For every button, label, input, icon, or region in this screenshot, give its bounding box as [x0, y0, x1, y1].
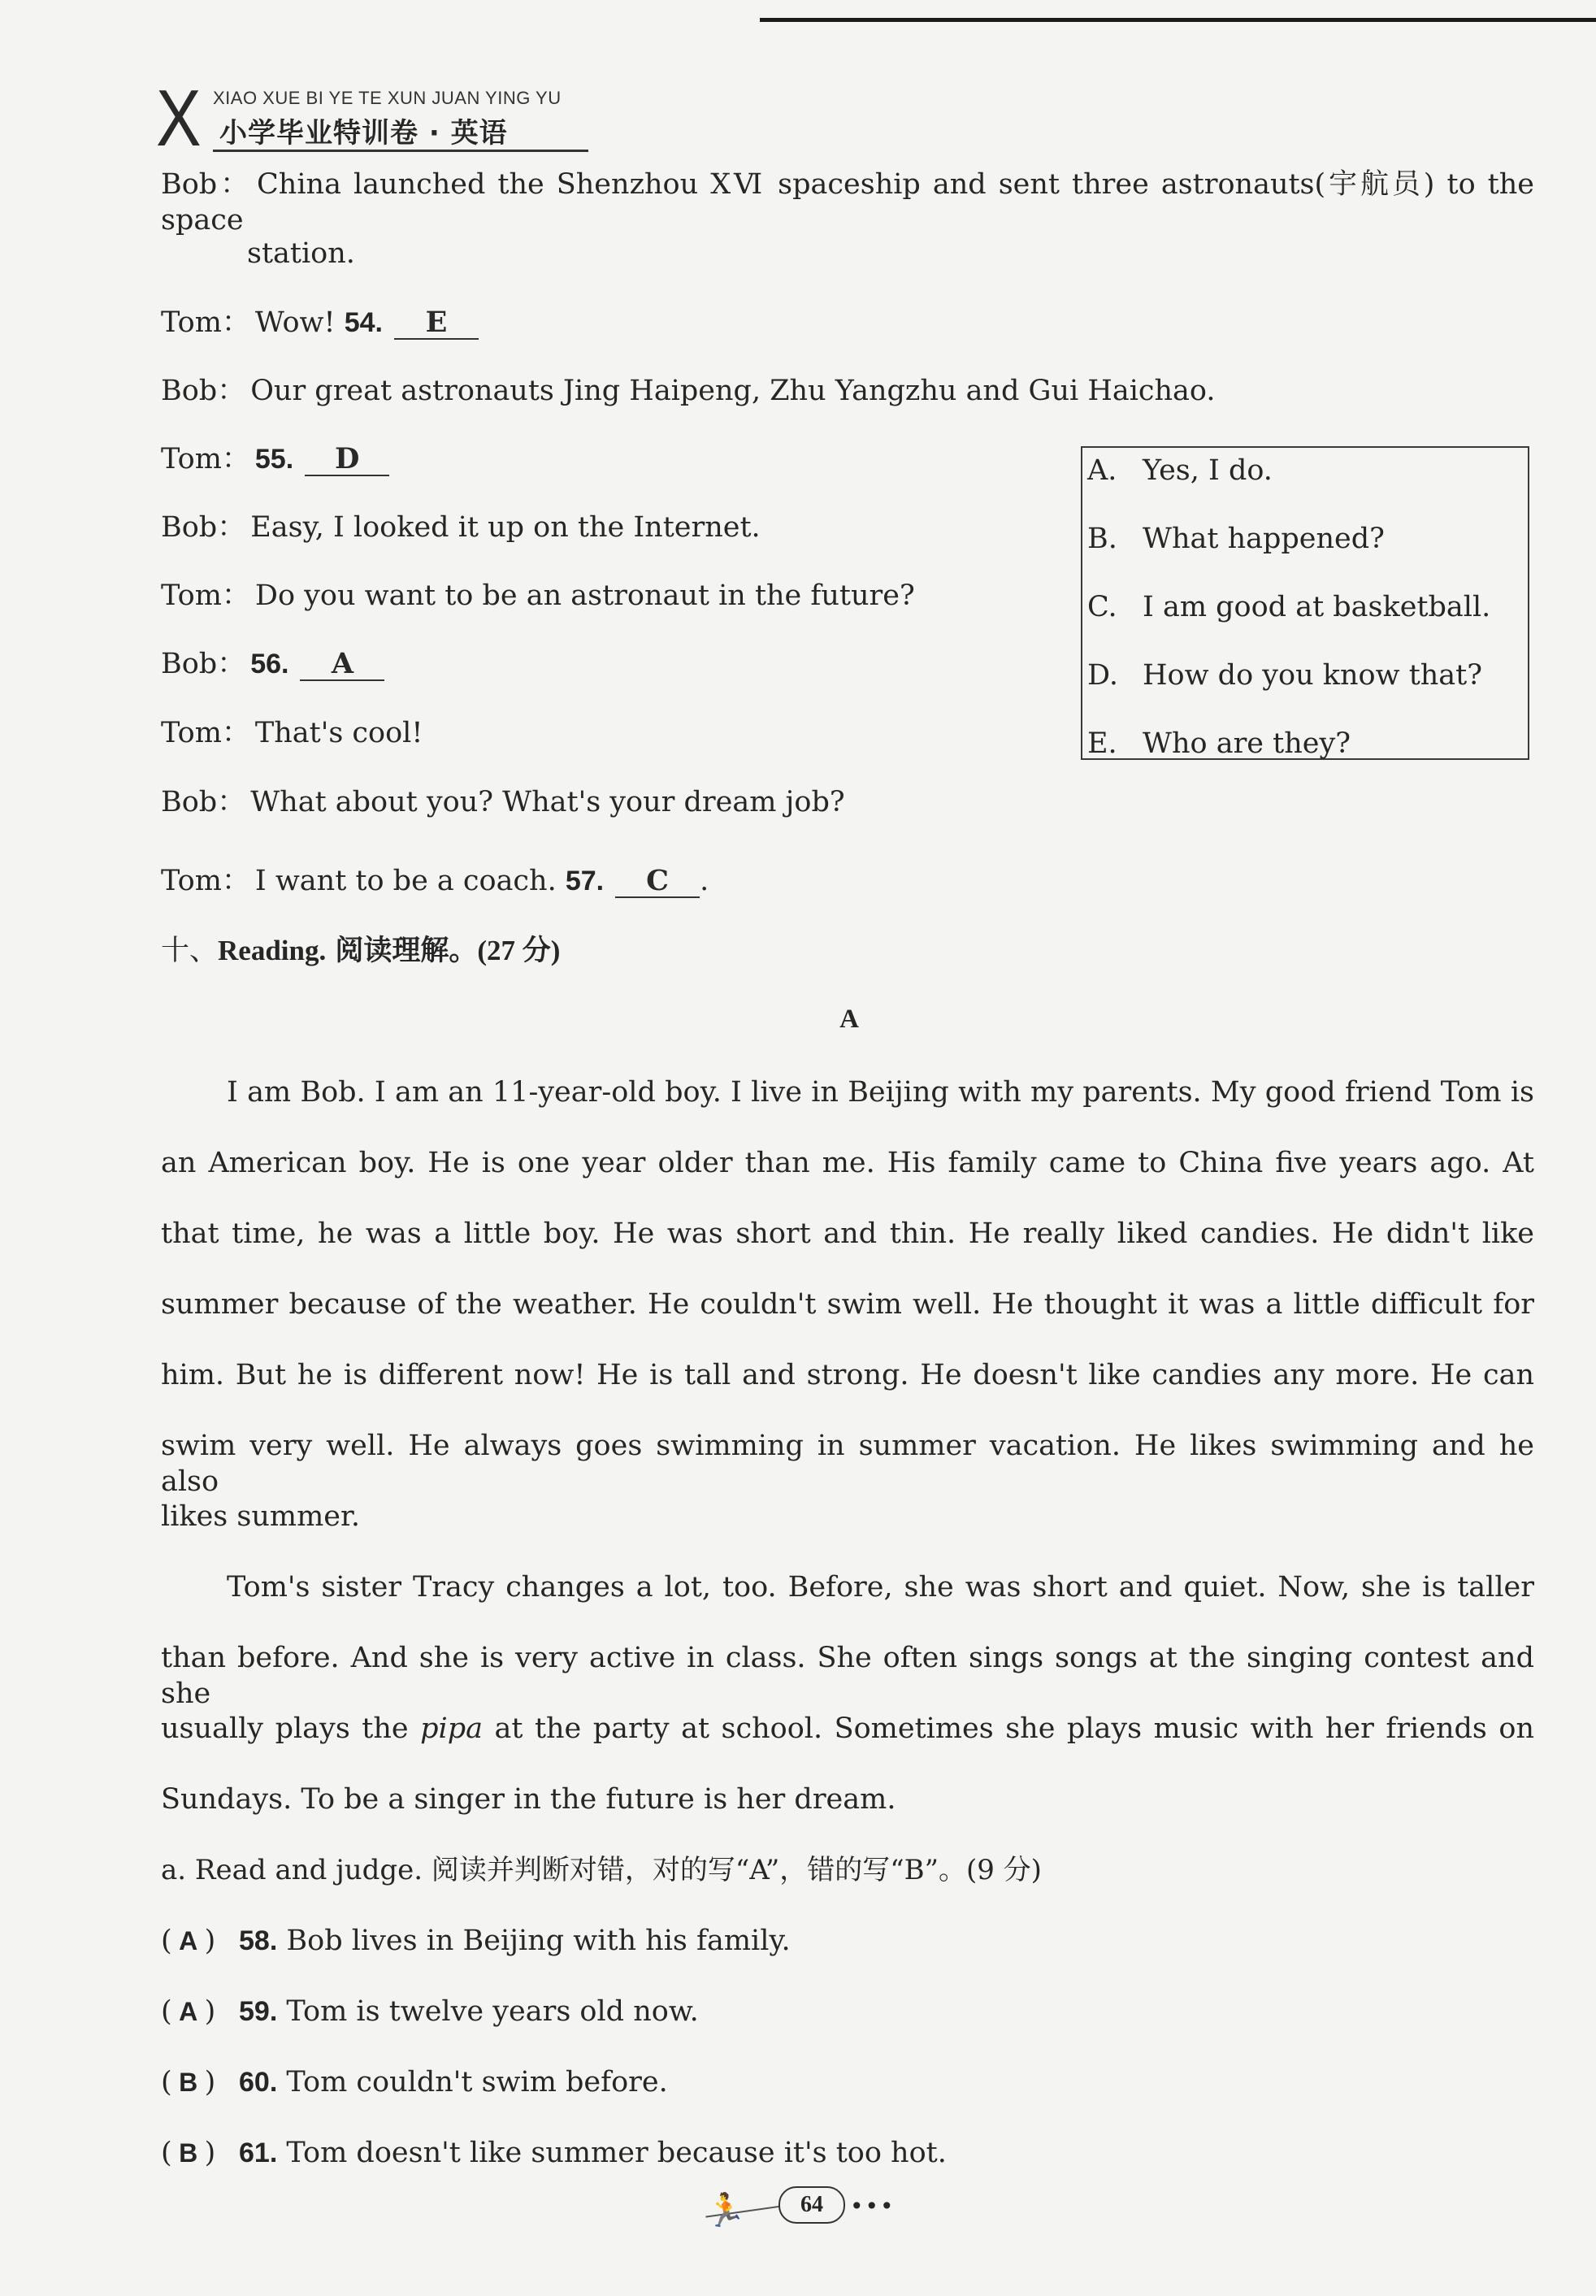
- dialogue-text: Easy, I looked it up on the Internet.: [250, 511, 761, 544]
- dialogue-line: Tom： Wow! 54. E: [161, 305, 479, 341]
- dialogue-text: Our great astronauts Jing Haipeng, Zhu Yangzhu and Gui Haichao.: [250, 375, 1216, 407]
- dialogue-line: [161, 373, 1216, 409]
- speaker: Bob：: [161, 786, 246, 818]
- speaker: Bob：: [161, 168, 253, 201]
- passage-label: A: [839, 1005, 859, 1034]
- question-number: 57.: [565, 866, 605, 896]
- judge-item: ( B ) 60. Tom couldn't swim before.: [161, 2066, 668, 2099]
- dialogue-text: Do you want to be an astronaut in the future?: [254, 579, 915, 612]
- dialogue-line: [161, 715, 423, 751]
- dialogue-line: [161, 167, 1534, 238]
- passage-line: summer because of the weather. He couldn't swim well. He thought it was a little difficult for: [161, 1288, 1534, 1321]
- question-number: 54.: [344, 307, 383, 338]
- passage-line: Tom's sister Tracy changes a lot, too. Before, she was short and quiet. Now, she is taller: [227, 1571, 1534, 1604]
- option-item: B. What happened?: [1087, 523, 1385, 555]
- speaker: Bob：: [161, 648, 246, 680]
- answer-blank: C: [615, 866, 700, 898]
- dialogue-line-cont: station.: [247, 237, 355, 270]
- speaker: Tom：: [161, 717, 250, 749]
- dialogue-line: [161, 784, 845, 820]
- dialogue-line: [161, 646, 384, 682]
- passage-line: Sundays. To be a singer in the future is her dream.: [161, 1783, 896, 1816]
- footer-dots: •••: [850, 2193, 896, 2220]
- speaker: Tom：: [161, 865, 250, 897]
- header-rule: [213, 150, 588, 152]
- dialogue-line: Tom： I want to be a coach. 57. C .: [161, 864, 709, 897]
- speaker: Tom：: [161, 443, 250, 475]
- answer-blank: D: [305, 444, 389, 476]
- answer-blank: A: [300, 649, 384, 681]
- speaker: Bob：: [161, 511, 246, 544]
- options-box: [1081, 446, 1529, 760]
- runner-icon: 🏃: [705, 2192, 746, 2229]
- passage-line: usually plays the pipa at the party at school. Sometimes she plays music with her friends on: [161, 1712, 1534, 1745]
- judge-item: ( A ) 59. Tom is twelve years old now.: [161, 1995, 699, 2028]
- page-number: 64: [778, 2186, 845, 2224]
- dialogue-line: [161, 441, 389, 477]
- dialogue-text: China launched the Shenzhou ⅩⅥ spaceship and sent three astronauts(宇航员) to the space: [161, 168, 1534, 237]
- passage-line: I am Bob. I am an 11-year-old boy. I live in Beijing with my parents. My good friend Tom is: [227, 1076, 1534, 1109]
- judge-answer: A: [179, 1997, 198, 2026]
- passage-line: likes summer.: [161, 1500, 360, 1533]
- italic-word: pipa: [420, 1712, 483, 1745]
- series-logo: X: [156, 73, 202, 163]
- passage-line: swim very well. He always goes swimming in summer vacation. He likes swimming and he also: [161, 1430, 1534, 1498]
- speaker: Bob：: [161, 375, 246, 407]
- passage-line: that time, he was a little boy. He was short and thin. He really liked candies. He didn't like: [161, 1217, 1534, 1250]
- header-title: 小学毕业特训卷 · 英语: [219, 117, 508, 150]
- speaker: Tom：: [161, 306, 250, 339]
- judge-answer: A: [179, 1926, 198, 1955]
- answer-blank: E: [394, 307, 479, 340]
- section-title: 十、Reading. 阅读理解。(27 分): [161, 935, 561, 967]
- question-number: 55.: [254, 444, 294, 475]
- dialogue-text: What about you? What's your dream job?: [250, 786, 845, 818]
- passage-line: him. But he is different now! He is tall and strong. He doesn't like candies any more. He can: [161, 1359, 1534, 1391]
- top-rule: [760, 18, 1596, 22]
- option-item: E. Who are they?: [1087, 727, 1351, 760]
- question-number: 56.: [250, 649, 289, 679]
- passage-line: an American boy. He is one year older than me. His family came to China five years ago. At: [161, 1147, 1534, 1179]
- judge-answer: B: [179, 2068, 198, 2097]
- option-item: C. I am good at basketball.: [1087, 591, 1491, 623]
- dialogue-text: That's cool!: [254, 717, 423, 749]
- passage-line: than before. And she is very active in class. She often sings songs at the singing contest and she: [161, 1642, 1534, 1710]
- option-item: D. How do you know that?: [1087, 659, 1483, 692]
- option-item: A. Yes, I do.: [1087, 454, 1273, 487]
- header-pinyin: XIAO XUE BI YE TE XUN JUAN YING YU: [213, 88, 562, 108]
- judge-item: ( A ) 58. Bob lives in Beijing with his family.: [161, 1925, 791, 1957]
- speaker: Tom：: [161, 579, 250, 612]
- dialogue-line: [161, 510, 761, 545]
- judge-item: ( B ) 61. Tom doesn't like summer because it's too hot.: [161, 2137, 947, 2169]
- dialogue-line: [161, 578, 915, 614]
- judge-instruction: a. Read and judge. 阅读并判断对错，对的写“A”，错的写“B”。(9 分): [161, 1854, 1042, 1886]
- judge-answer: B: [179, 2138, 198, 2168]
